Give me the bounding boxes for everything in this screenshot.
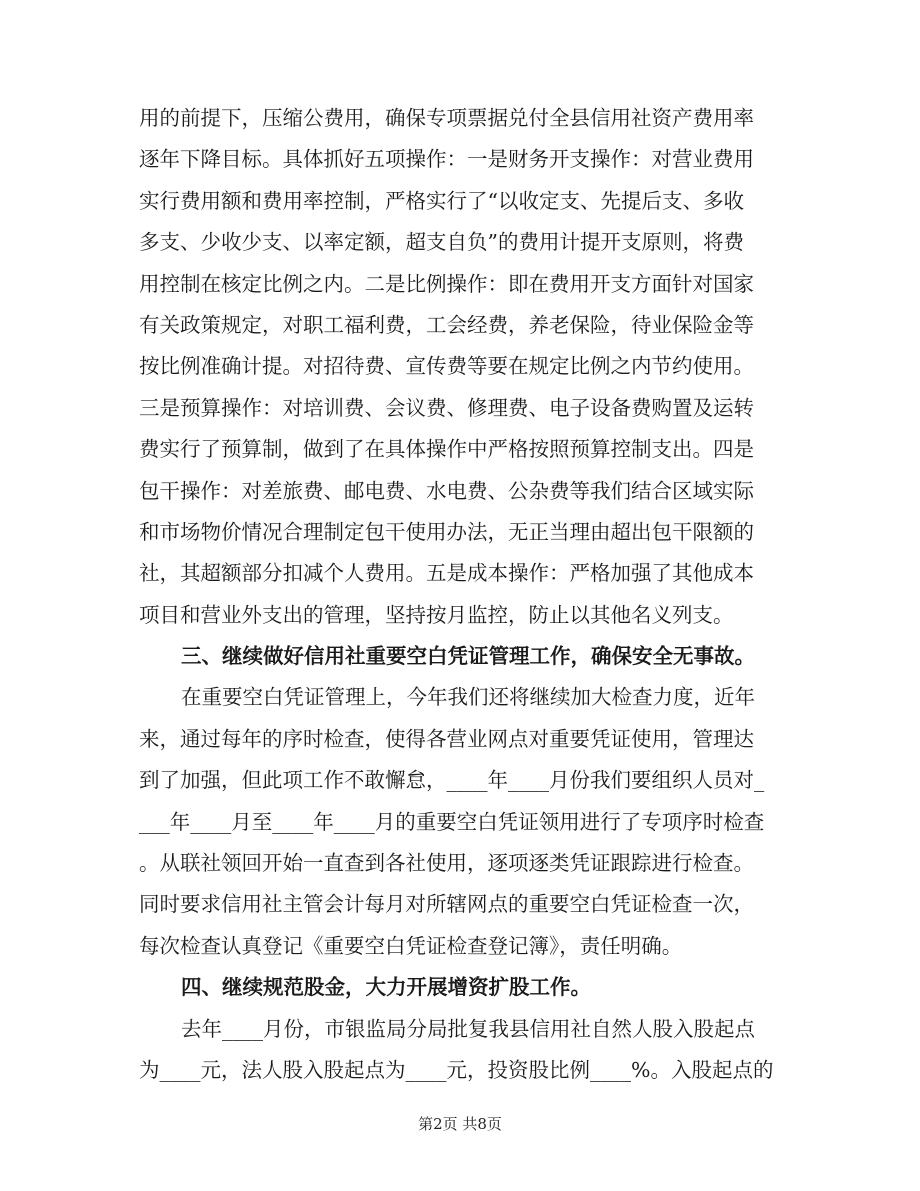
- text-line: 包干操作：对差旅费、邮电费、水电费、公杂费等我们结合区域实际: [139, 478, 754, 503]
- text-line: 多支、少收少支、以率定额，超支自负”的费用计提开支原则，将费: [139, 230, 744, 255]
- text-line: 同时要求信用社主管会计每月对所辖网点的重要空白凭证检查一次，: [139, 892, 754, 917]
- text-line: 实行费用额和费用率控制，严格实行了“以收定支、先提后支、多收: [139, 188, 744, 213]
- text-line: ___年____月至____年____月的重要空白凭证领用进行了专项序时检查: [139, 809, 765, 834]
- section-heading-4: 四、继续规范股金，大力开展增资扩股工作。: [181, 975, 591, 1000]
- text-line: 在重要空白凭证管理上，今年我们还将继续加大检查力度，近年: [181, 685, 755, 710]
- page-number: 第2页 共8页: [418, 1115, 502, 1133]
- text-line: 费实行了预算制，做到了在具体操作中严格按照预算控制支出。四是: [139, 437, 754, 462]
- text-line: 项目和营业外支出的管理，坚持按月监控，防止以其他名义列支。: [139, 602, 734, 627]
- text-line: 和市场物价情况合理制定包干使用办法，无正当理由超出包干限额的: [139, 519, 754, 544]
- text-line: 逐年下降目标。具体抓好五项操作：一是财务开支操作：对营业费用: [139, 147, 754, 172]
- body-text: [139, 98, 789, 1091]
- text-line: 到了加强，但此项工作不敢懈怠，____年____月份我们要组织人员对_: [139, 768, 765, 793]
- section-heading-3: 三、继续做好信用社重要空白凭证管理工作，确保安全无事故。: [181, 644, 755, 669]
- text-line: 去年____月份，市银监局分局批复我县信用社自然人股入股起点: [181, 1016, 755, 1041]
- text-line: 。从联社领回开始一直查到各社使用，逐项逐类凭证跟踪进行检查。: [139, 851, 754, 876]
- text-line: 三是预算操作：对培训费、会议费、修理费、电子设备费购置及运转: [139, 395, 754, 420]
- text-line: 用的前提下，压缩公费用，确保专项票据兑付全县信用社资产费用率: [139, 106, 754, 130]
- text-line: 按比例准确计提。对招待费、宣传费等要在规定比例之内节约使用。: [139, 354, 754, 379]
- text-line: 来，通过每年的序时检查，使得各营业网点对重要凭证使用，管理达: [139, 726, 754, 751]
- text-line: 用控制在核定比例之内。二是比例操作：即在费用开支方面针对国家: [139, 271, 754, 296]
- text-line: 社，其超额部分扣减个人费用。五是成本操作：严格加强了其他成本: [139, 561, 754, 586]
- text-line: 有关政策规定，对职工福利费，工会经费，养老保险，待业保险金等: [139, 312, 754, 337]
- text-line: 每次检查认真登记《重要空白凭证检查登记簿》，责任明确。: [139, 933, 683, 958]
- text-line: 为____元，法人股入股起点为____元，投资股比例____%。入股起点的: [139, 1057, 774, 1082]
